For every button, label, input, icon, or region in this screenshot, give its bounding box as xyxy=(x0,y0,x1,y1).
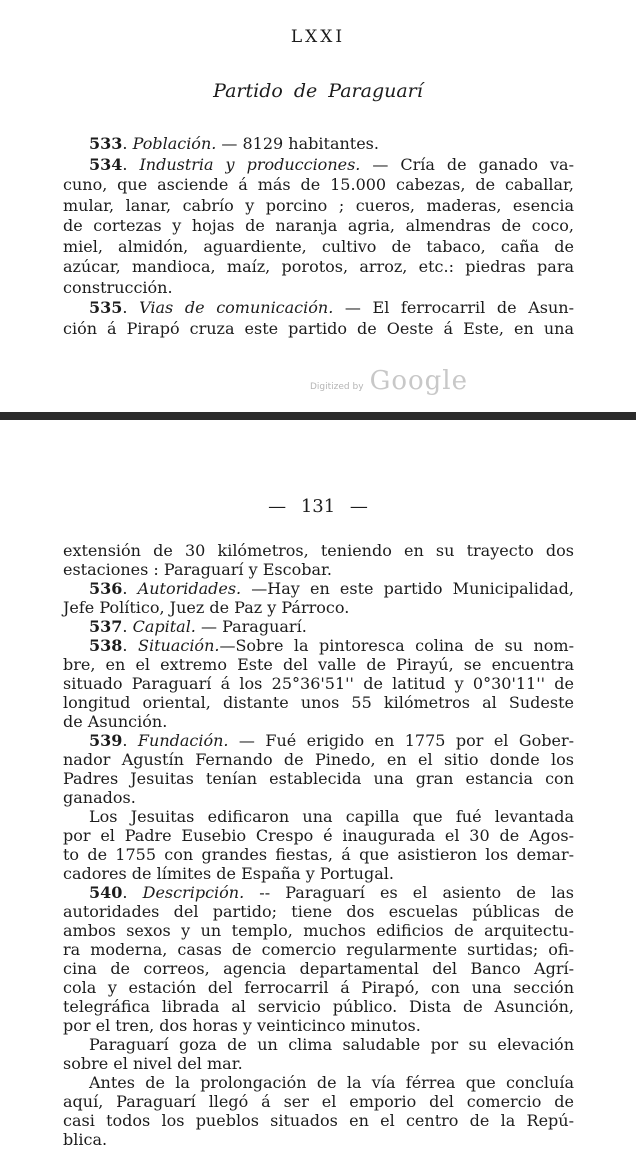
page-bottom-text-block xyxy=(63,541,574,1149)
text-line xyxy=(63,845,574,864)
text-line xyxy=(63,1111,574,1130)
text-line xyxy=(63,1130,574,1149)
text-segment: Vias de comunicación. xyxy=(139,298,334,317)
text-line xyxy=(63,196,574,217)
text-line xyxy=(63,750,574,769)
text-line xyxy=(63,1073,574,1092)
text-segment: casi todos los pueblos situados en el centro de la Repú- xyxy=(63,1111,574,1130)
text-line xyxy=(63,216,574,237)
text-line xyxy=(63,1016,574,1035)
paragraph xyxy=(63,298,574,339)
text-line xyxy=(63,579,574,598)
text-segment: cina de correos, agencia departamental del Banco Agrí- xyxy=(63,959,574,978)
text-line xyxy=(63,940,574,959)
text-segment: azúcar, mandioca, maíz, porotos, arroz, etc.: piedras para xyxy=(63,257,574,276)
text-segment: —Sobre la pintoresca colina de su nom- xyxy=(219,636,575,655)
text-segment: . xyxy=(122,298,140,317)
text-segment: Industria y producciones. xyxy=(139,154,361,174)
paragraph xyxy=(63,134,574,155)
text-segment: 539 xyxy=(89,731,123,750)
text-segment: construcción. xyxy=(63,277,173,297)
text-line xyxy=(63,134,574,155)
page-number-header: — 131 — xyxy=(268,496,368,517)
text-segment: . xyxy=(122,154,140,174)
paragraph xyxy=(63,155,574,299)
text-line xyxy=(63,541,574,560)
text-segment: de Asunción. xyxy=(63,712,168,731)
paragraph xyxy=(63,731,574,807)
text-segment: cuno, que asciende á más de 15.000 cabezas, de caballar, xyxy=(63,175,574,194)
paragraph xyxy=(63,807,574,883)
page-header-roman: LXXI xyxy=(290,27,346,47)
text-segment: autoridades del partido; tiene dos escuelas públicas de xyxy=(63,902,574,921)
text-segment: 533 xyxy=(89,134,123,153)
text-segment: 534 xyxy=(89,154,123,174)
text-segment: de cortezas y hojas de naranja agria, almendras de coco, xyxy=(63,216,574,235)
text-segment: Paraguarí goza de un clima saludable por su elevación xyxy=(89,1035,574,1054)
google-watermark xyxy=(310,366,468,396)
text-segment: Padres Jesuitas tenían establecida una gran estancia con xyxy=(63,769,574,788)
text-line xyxy=(63,864,574,883)
text-line xyxy=(63,712,574,731)
text-segment: Descripción. xyxy=(142,883,245,902)
section-title: Partido de Paraguarí xyxy=(213,80,423,102)
text-segment: 535 xyxy=(89,298,123,317)
text-line xyxy=(63,175,574,196)
page-divider-bar xyxy=(0,412,636,420)
text-line xyxy=(63,636,574,655)
text-line xyxy=(63,257,574,278)
text-line xyxy=(63,731,574,750)
text-segment: por el Padre Eusebio Crespo é inaugurada el 30 de Agos- xyxy=(63,826,574,845)
text-line xyxy=(63,788,574,807)
text-segment: ambos sexos y un templo, muchos edificios de arquitectu- xyxy=(63,921,574,940)
text-segment: — Fué erigido en 1775 por el Gober- xyxy=(228,731,575,750)
paragraph xyxy=(63,1035,574,1073)
text-segment: ción á Pirapó cruza este partido de Oeste á Este, en una xyxy=(63,318,574,338)
paragraph xyxy=(63,883,574,1035)
text-segment: . xyxy=(122,579,138,598)
text-segment: — El ferrocarril de Asun- xyxy=(333,298,574,317)
text-line xyxy=(63,1054,574,1073)
text-segment: — Cría de ganado va- xyxy=(360,154,575,174)
text-segment: 538 xyxy=(89,636,123,655)
text-segment: . xyxy=(122,134,133,153)
text-segment: ra moderna, casas de comercio regularmente surtidas; ofi- xyxy=(63,940,574,959)
paragraph xyxy=(63,617,574,636)
text-segment: — 8129 habitantes. xyxy=(216,134,379,153)
text-segment: situado Paraguarí á los 25°36'51'' de latitud y 0°30'11'' de xyxy=(63,674,574,693)
text-segment: cadores de límites de España y Portugal. xyxy=(63,864,394,883)
text-segment: mular, lanar, cabrío y porcino ; cueros, maderas, esencia xyxy=(63,195,574,215)
text-segment: estaciones : Paraguarí y Escobar. xyxy=(63,560,332,579)
text-line xyxy=(63,598,574,617)
text-line xyxy=(63,278,574,299)
text-line xyxy=(63,902,574,921)
text-line xyxy=(63,807,574,826)
paragraph xyxy=(63,636,574,731)
text-line xyxy=(63,1035,574,1054)
text-line xyxy=(63,237,574,258)
text-segment: — Paraguarí. xyxy=(195,617,307,636)
text-segment: extensión de 30 kilómetros, teniendo en su trayecto dos xyxy=(63,541,574,560)
text-segment: Antes de la prolongación de la vía férrea que concluía xyxy=(89,1073,574,1092)
text-segment: Población. xyxy=(132,134,217,153)
text-line xyxy=(63,674,574,693)
text-segment: cola y estación del ferrocarril á Pirapó, con una sección xyxy=(63,978,574,997)
text-segment: bre, en el extremo Este del valle de Pirayú, se encuentra xyxy=(63,655,574,674)
text-line xyxy=(63,655,574,674)
text-segment: miel, almidón, aguardiente, cultivo de tabaco, caña de xyxy=(63,236,574,256)
page-bottom xyxy=(0,420,636,1169)
text-segment: to de 1755 con grandes fiestas, á que asistieron los demar- xyxy=(63,845,574,864)
paragraph xyxy=(63,1073,574,1149)
text-segment: Situación. xyxy=(138,636,220,655)
text-line xyxy=(63,1092,574,1111)
text-line xyxy=(63,155,574,176)
text-line xyxy=(63,319,574,340)
text-line xyxy=(63,769,574,788)
text-segment: . xyxy=(122,636,138,655)
text-segment: 540 xyxy=(89,883,123,902)
text-line xyxy=(63,560,574,579)
text-segment: 537 xyxy=(89,617,123,636)
text-segment: telegráfica librada al servicio público. Dista de Asunción, xyxy=(63,997,574,1016)
paragraph xyxy=(63,541,574,579)
text-line xyxy=(63,921,574,940)
text-line xyxy=(63,693,574,712)
text-segment: blica. xyxy=(63,1130,108,1149)
text-segment: Jefe Político, Juez de Paz y Párroco. xyxy=(63,598,350,617)
google-logo: Google xyxy=(369,366,468,396)
digitized-by-label: Digitized by xyxy=(310,382,364,392)
text-segment: por el tren, dos horas y veinticinco minutos. xyxy=(63,1016,421,1035)
text-segment: nador Agustín Fernando de Pinedo, en el sitio donde los xyxy=(63,750,574,769)
text-line xyxy=(63,883,574,902)
text-segment: Capital. xyxy=(132,617,196,636)
text-segment: Los Jesuitas edificaron una capilla que fué levantada xyxy=(89,807,574,826)
text-segment: Fundación. xyxy=(137,731,229,750)
text-segment: . xyxy=(122,617,133,636)
text-segment: -- Paraguarí es el asiento de las xyxy=(244,883,574,902)
text-segment: aquí, Paraguarí llegó á ser el emporio del comercio de xyxy=(63,1092,574,1111)
text-segment: . xyxy=(122,731,138,750)
text-line xyxy=(63,617,574,636)
text-segment: Autoridades. xyxy=(137,579,242,598)
text-segment: . xyxy=(122,883,143,902)
text-line xyxy=(63,978,574,997)
page-top-text-block xyxy=(63,134,574,339)
text-line xyxy=(63,959,574,978)
text-line xyxy=(63,997,574,1016)
text-segment: sobre el nivel del mar. xyxy=(63,1054,243,1073)
text-segment: ganados. xyxy=(63,788,136,807)
text-segment: —Hay en este partido Municipalidad, xyxy=(241,579,574,598)
text-segment: 536 xyxy=(89,579,123,598)
page-top xyxy=(0,0,636,412)
text-line xyxy=(63,298,574,319)
text-line xyxy=(63,826,574,845)
paragraph xyxy=(63,579,574,617)
text-segment: longitud oriental, distante unos 55 kilómetros al Sudeste xyxy=(63,693,574,712)
